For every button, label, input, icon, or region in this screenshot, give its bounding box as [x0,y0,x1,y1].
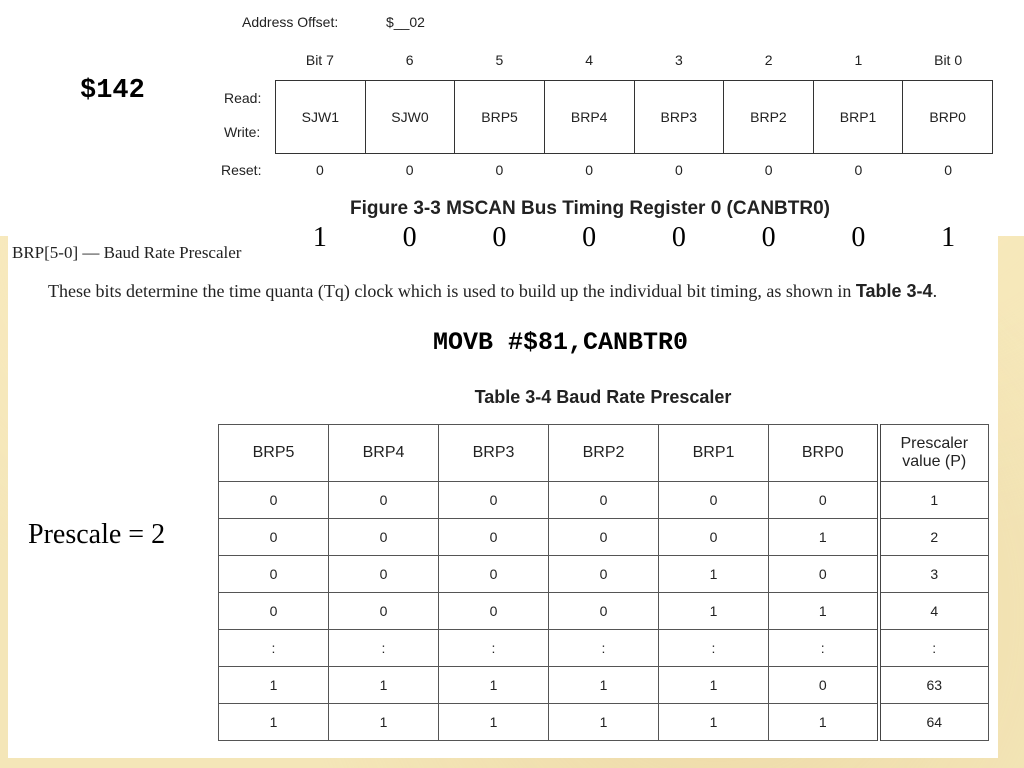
table-cell: 0 [439,482,549,519]
table-row [219,519,989,556]
prescaler-value-cell: 4 [879,593,989,630]
reset-value: 0 [674,162,683,178]
table-header-row [219,425,989,482]
table-cell: 0 [439,556,549,593]
address-offset-label: Address Offset: [242,14,339,30]
baud-rate-prescaler-table [218,424,989,741]
table-title: Table 3-4 Baud Rate Prescaler [474,387,732,407]
table-cell: 1 [659,704,769,741]
table-cell: : [219,630,329,667]
bit-header-row [275,52,993,68]
overlay-bit: 0 [492,222,507,253]
table-cell: 0 [439,519,549,556]
column-header: BRP3 [439,425,549,482]
column-header: BRP1 [659,425,769,482]
register-field: SJW0 [366,81,456,153]
prescaler-value-cell: 1 [879,482,989,519]
table-cell: 0 [219,519,329,556]
table-cell: 0 [219,482,329,519]
reset-value: 0 [495,162,504,178]
overlay-bit: 0 [582,222,597,253]
register-field: BRP0 [929,109,966,125]
prescaler-value-cell: 3 [879,556,989,593]
bit-header: 5 [495,52,504,68]
movb-instruction: MOVB #$81,CANBTR0 [433,328,689,357]
register-fields [275,80,993,154]
table-row [219,630,989,667]
reset-value: 0 [854,162,863,178]
column-header: BRP5 [219,425,329,482]
address-offset-value: $__02 [386,14,425,30]
table-cell: 0 [769,667,879,704]
prescaler-value-cell: 2 [879,519,989,556]
table-row [219,704,989,741]
bit-header: Bit 0 [934,52,963,68]
brp-heading: BRP[5-0] — Baud Rate Prescaler [12,243,242,262]
overlay-bit-values [275,222,993,254]
description-text: These bits determine the time quanta (Tq) clock which is used to build up the individual bit timing, as shown in [48,281,852,301]
table-cell: 0 [439,593,549,630]
figure-caption: Figure 3-3 MSCAN Bus Timing Register 0 (CANBTR0) [350,198,830,219]
reset-value: 0 [585,162,594,178]
register-field: BRP1 [814,81,904,153]
table-cell: 0 [329,482,439,519]
brp-description [48,280,993,303]
table-cell: 0 [219,556,329,593]
register-field: BRP4 [545,81,635,153]
prescaler-value-cell: : [879,630,989,667]
table-cell: 1 [549,667,659,704]
reset-value: 0 [944,162,953,178]
write-label: Write: [224,124,261,140]
table-row [219,556,989,593]
bit-header: 4 [585,52,594,68]
register-field: SJW1 [276,81,366,153]
table-cell: 0 [219,593,329,630]
table-cell: 0 [659,519,769,556]
reset-value: 0 [764,162,773,178]
prescaler-header-line2: value (P) [902,453,967,470]
table-cell: 0 [329,519,439,556]
register-field: BRP5 [455,81,545,153]
overlay-bit: 1 [941,222,956,253]
table-cell: 0 [769,556,879,593]
table-cell: 1 [549,704,659,741]
column-header: BRP2 [549,425,659,482]
table-cell: : [659,630,769,667]
reset-values-row [275,162,993,178]
table-cell: 1 [659,556,769,593]
prescale-note: Prescale = 2 [28,519,166,550]
table-row [219,482,989,519]
table-cell: 1 [769,704,879,741]
table-cell: 1 [659,593,769,630]
table-cell: 0 [549,482,659,519]
column-header: BRP0 [769,425,879,482]
prescaler-value-cell: 63 [879,667,989,704]
table-cell: 0 [549,593,659,630]
table-cell: 1 [769,519,879,556]
bit-header: 3 [674,52,683,68]
column-header: BRP4 [329,425,439,482]
prescaler-header-line1: Prescaler [900,435,969,452]
overlay-bit: 0 [402,222,417,253]
table-row [219,667,989,704]
bit-header: 1 [854,52,863,68]
bit-header: 6 [405,52,414,68]
table-cell: 0 [549,556,659,593]
table-cell: 1 [439,667,549,704]
table-cell: 0 [329,556,439,593]
table-cell: : [439,630,549,667]
table-cell: : [549,630,659,667]
table-cell: : [329,630,439,667]
overlay-bit: 0 [761,222,776,253]
table-cell: 1 [329,704,439,741]
overlay-bit: 0 [671,222,686,253]
table-cell: 0 [659,482,769,519]
bit-header: 2 [764,52,773,68]
overlay-bit: 1 [312,222,327,253]
reset-label: Reset: [221,162,262,178]
table-cell: 1 [329,667,439,704]
reset-value: 0 [405,162,414,178]
table-cell: : [769,630,879,667]
table-cell: 1 [219,667,329,704]
table-cell: 0 [769,482,879,519]
reset-value: 0 [315,162,324,178]
overlay-bit: 0 [851,222,866,253]
prescaler-value-cell: 64 [879,704,989,741]
prescaler-column-header [879,425,989,482]
table-cell: 0 [549,519,659,556]
table-cell: 0 [329,593,439,630]
table-reference: Table 3-4 [855,281,933,301]
bit-header: Bit 7 [305,52,334,68]
register-address: $142 [80,76,145,106]
description-end: . [932,281,938,301]
register-field: BRP3 [635,81,725,153]
register-field: BRP2 [724,81,814,153]
table-cell: 1 [769,593,879,630]
table-cell: 1 [659,667,769,704]
table-row [219,593,989,630]
table-cell: 1 [439,704,549,741]
read-label: Read: [224,90,262,106]
table-cell: 1 [219,704,329,741]
